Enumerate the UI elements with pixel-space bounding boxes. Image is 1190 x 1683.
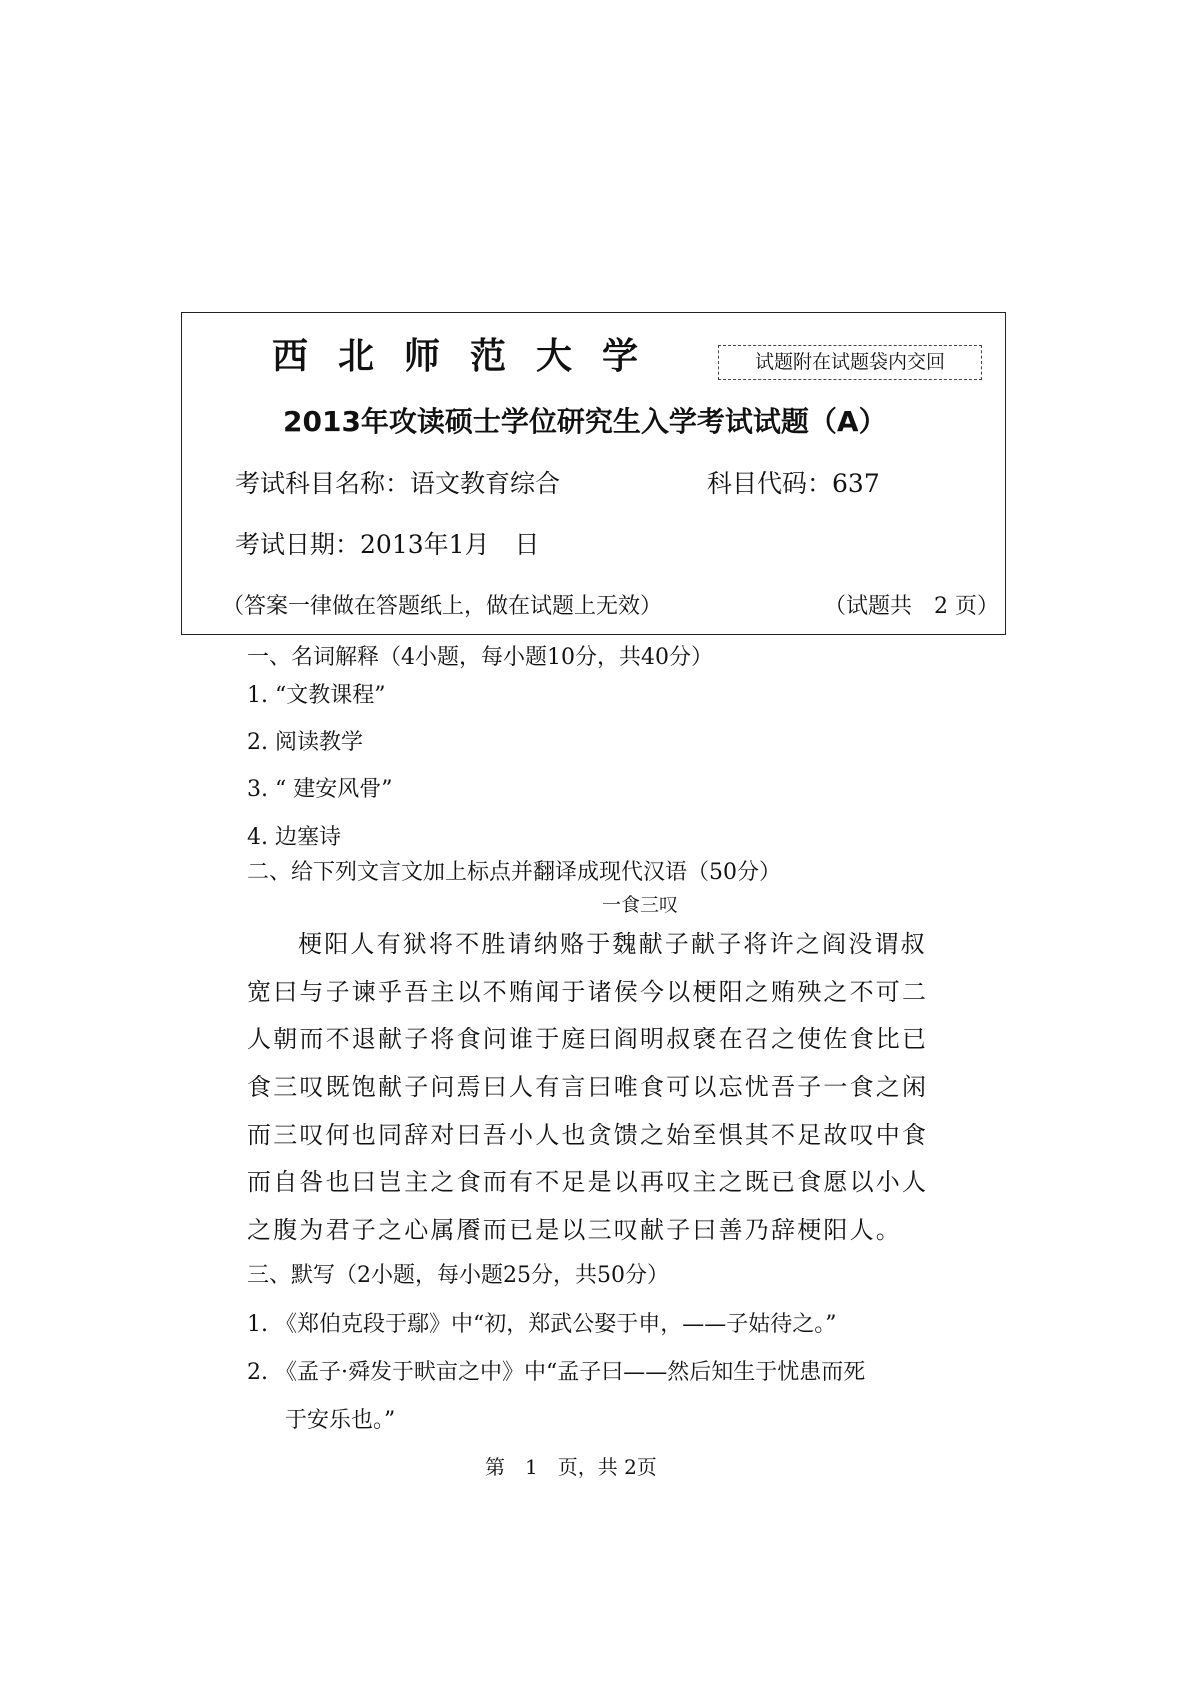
date-label: 考试日期： (235, 530, 361, 559)
passage-line: 人朝而不退献子将食问谁于庭曰阎明叔褎在召之使佐食比已 (247, 1025, 929, 1053)
list-item: 于安乐也。” (285, 1408, 396, 1433)
instruction: （答案一律做在答题纸上，做在试题上无效） (222, 594, 663, 619)
subject-value: 语文教育综合 (410, 469, 561, 498)
page-count: （试题共 2 页） (824, 594, 999, 619)
list-item: 2. 《孟子·舜发于畎亩之中》中“孟子曰——然后知生于忧患而死 (247, 1360, 866, 1385)
passage-line: 宽曰与子谏乎吾主以不贿闻于诸侯今以梗阳之贿殃之不可二 (247, 978, 929, 1006)
passage-line: 食三叹既饱献子问焉曰人有言曰唯食可以忘忧吾子一食之闲 (247, 1073, 929, 1101)
subject-row (235, 464, 560, 500)
date-value: 2013年1月 日 (360, 530, 540, 559)
code-label: 科目代码： (707, 469, 833, 498)
code-value: 637 (832, 469, 880, 498)
passage-line: 而三叹何也同辞对曰吾小人也贪馈之始至惧其不足故叹中食 (247, 1121, 929, 1149)
section3-heading: 三、默写（2小题，每小题25分，共50分） (247, 1263, 669, 1288)
code-row (707, 464, 880, 500)
list-item: 4. 边塞诗 (247, 825, 341, 850)
passage-line: 而自咎也曰岂主之食而有不足是以再叹主之既已食愿以小人 (247, 1168, 929, 1196)
passage-line: 之腹为君子之心属餍而已是以三叹献子曰善乃辞梗阳人。 (247, 1216, 902, 1244)
passage-title: 一食三叹 (602, 894, 679, 916)
section2-heading: 二、给下列文言文加上标点并翻译成现代汉语（50分） (247, 860, 781, 885)
subject-label: 考试科目名称： (235, 469, 411, 498)
list-item: 1. “文教课程” (247, 683, 386, 708)
list-item: 1. 《郑伯克段于鄢》中“初，郑武公娶于申，——子姑待之。” (247, 1312, 837, 1337)
exam-title: 2013年攻读硕士学位研究生入学考试试题（A） (283, 405, 887, 438)
list-item: 3. “ 建安风骨” (247, 777, 393, 802)
passage-line: 梗阳人有狱将不胜请纳赂于魏献子献子将许之阎没谓叔 (298, 930, 927, 958)
list-item: 2. 阅读教学 (247, 730, 363, 755)
section1-heading: 一、名词解释（4小题，每小题10分，共40分） (247, 645, 713, 670)
date-row (235, 525, 540, 561)
return-note: 试题附在试题袋内交回 (718, 345, 982, 380)
page-footer: 第 1 页，共 2页 (485, 1455, 657, 1479)
university-name: 西北师范大学 (272, 336, 669, 377)
